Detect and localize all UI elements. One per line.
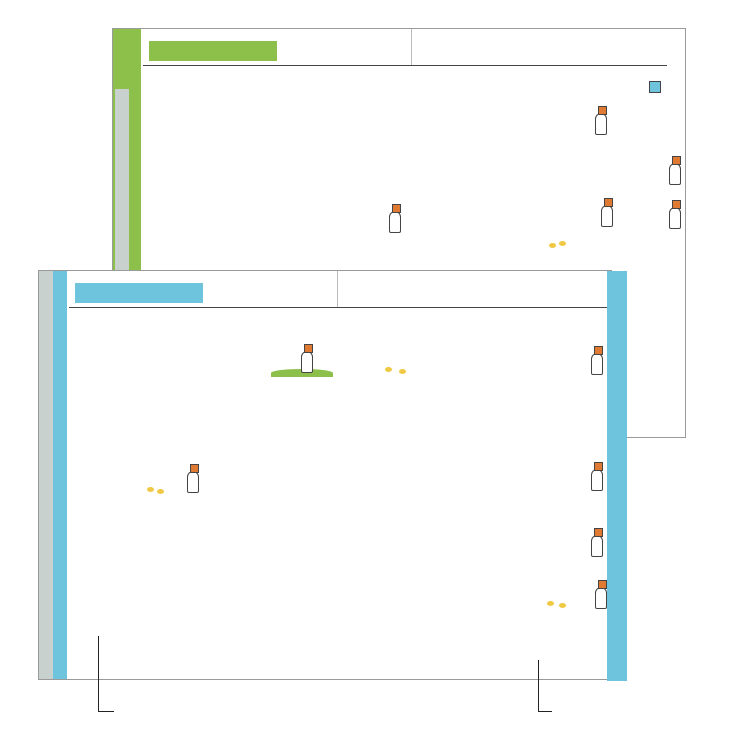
divider [143,65,667,66]
chick-illustration [559,603,566,608]
figure-illustration [669,207,681,229]
caption-pointer-right [538,660,552,712]
chick-illustration [385,367,392,372]
figure-illustration [389,211,401,233]
january-spine-inner [39,271,53,679]
february-title-banner [149,41,277,61]
divider [337,271,338,307]
divider [69,307,607,308]
figure-illustration [595,113,607,135]
figure-illustration [591,353,603,375]
figure-illustration [187,471,199,493]
figure-illustration [591,469,603,491]
figure-illustration [669,163,681,185]
january-month-tabs [607,271,627,681]
chick-illustration [399,369,406,374]
figure-illustration [595,587,607,609]
figure-illustration [591,535,603,557]
january-title-banner [75,283,203,303]
divider [411,29,412,65]
sticker-icon [649,81,661,93]
chick-illustration [547,601,554,606]
chick-illustration [157,489,164,494]
figure-illustration [601,205,613,227]
chick-illustration [147,487,154,492]
chick-illustration [559,241,566,246]
caption-pointer-left [98,636,114,712]
chick-illustration [549,243,556,248]
figure-illustration [301,351,313,373]
january-calendar-page [38,270,612,680]
